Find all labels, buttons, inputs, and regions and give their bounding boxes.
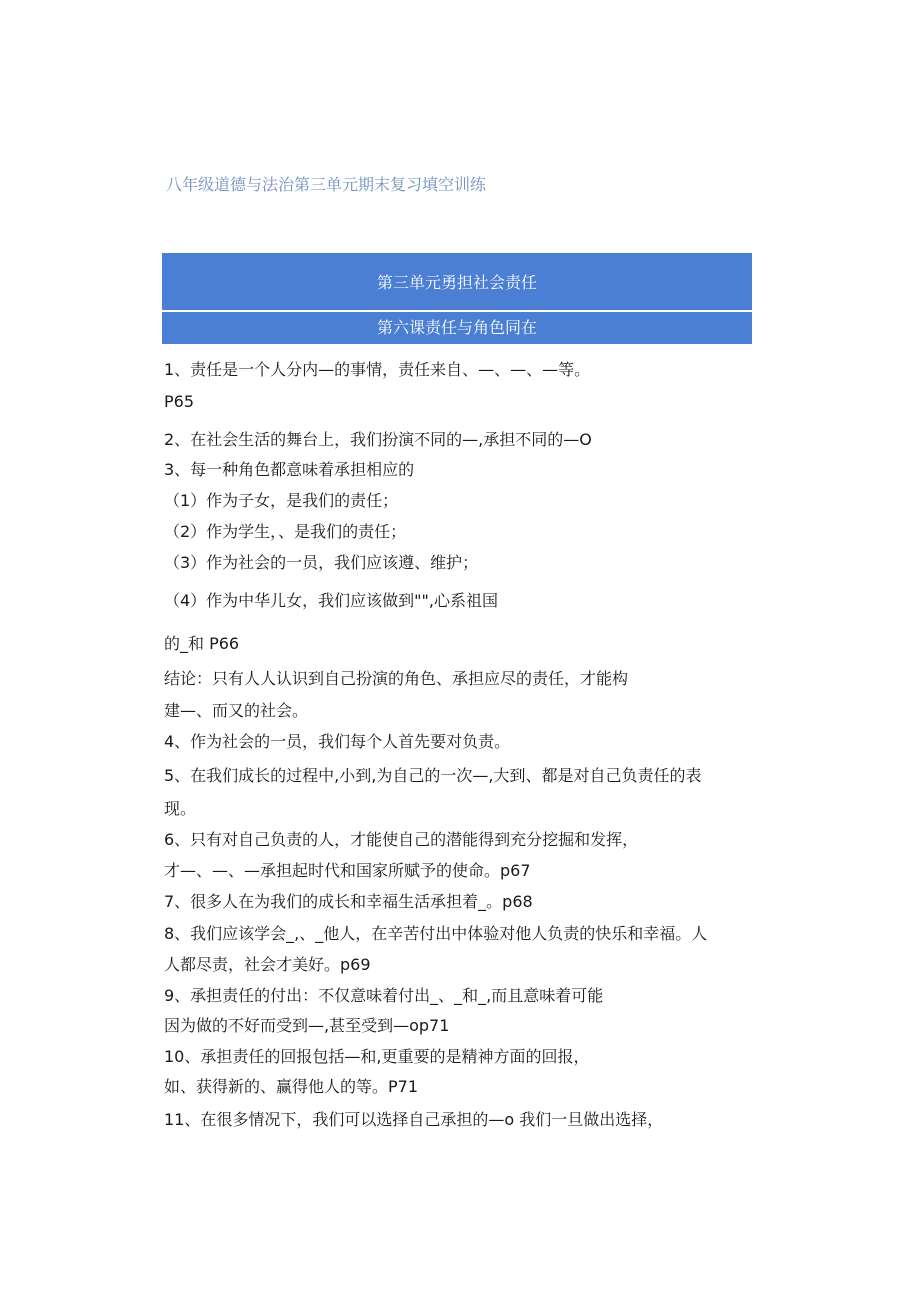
- text-line: 建—、而又的社会。: [164, 701, 309, 720]
- text-line: 现。: [164, 799, 197, 818]
- text-line: 才—、—、—承担起时代和国家所赋予的使命。p67: [164, 861, 531, 880]
- text-line: （2）作为学生，、是我们的责任；: [164, 522, 407, 541]
- text-line: 因为做的不好而受到—,甚至受到—op71: [164, 1016, 450, 1035]
- document-title: 八年级道德与法治第三单元期末复习填空训练: [166, 175, 487, 194]
- text-line: 6、只有对自己负责的人，才能使自己的潜能得到充分挖掘和发挥，: [164, 830, 639, 849]
- text-line: 的_和 P66: [164, 634, 240, 653]
- text-line: 如、获得新的、赢得他人的等。P71: [164, 1077, 419, 1096]
- text-line: 人都尽责，社会才美好。p69: [164, 955, 371, 974]
- text-line: 3、每一种角色都意味着承担相应的: [164, 460, 415, 479]
- text-line: 7、很多人在为我们的成长和幸福生活承担着_。p68: [164, 892, 533, 911]
- text-line: 结论：只有人人认识到自己扮演的角色、承担应尽的责任，才能构: [164, 669, 629, 688]
- unit-banner: [162, 253, 752, 310]
- text-line: 1、责任是一个人分内—的事情，责任来自、—、—、—等。: [164, 360, 591, 379]
- text-line: 4、作为社会的一员，我们每个人首先要对负责。: [164, 732, 511, 751]
- text-line: （4）作为中华儿女，我们应该做到"",心系祖国: [164, 591, 498, 610]
- text-line: 2、在社会生活的舞台上，我们扮演不同的—,承担不同的—O: [164, 430, 592, 449]
- text-line: （1）作为子女，是我们的责任；: [164, 491, 399, 510]
- unit-banner-text: 第三单元勇担社会责任: [376, 273, 537, 292]
- text-line: P65: [164, 392, 195, 411]
- text-line: 5、在我们成长的过程中,小到,为自己的一次—,大到、都是对自己负责任的表: [164, 766, 702, 785]
- text-line: 10、承担责任的回报包括—和,更重要的是精神方面的回报，: [164, 1047, 590, 1066]
- text-line: 9、承担责任的付出：不仅意味着付出_、_和_,而且意味着可能: [164, 986, 604, 1005]
- text-line: 11、在很多情况下，我们可以选择自己承担的—o 我们一旦做出选择，: [164, 1110, 664, 1129]
- lesson-banner-text: 第六课责任与角色同在: [376, 317, 537, 337]
- text-line: 8、我们应该学会_,、_他人，在辛苦付出中体验对他人负责的快乐和幸福。人: [164, 924, 708, 943]
- lesson-banner: [162, 312, 752, 344]
- text-line: （3）作为社会的一员，我们应该遵、维护；: [164, 553, 479, 572]
